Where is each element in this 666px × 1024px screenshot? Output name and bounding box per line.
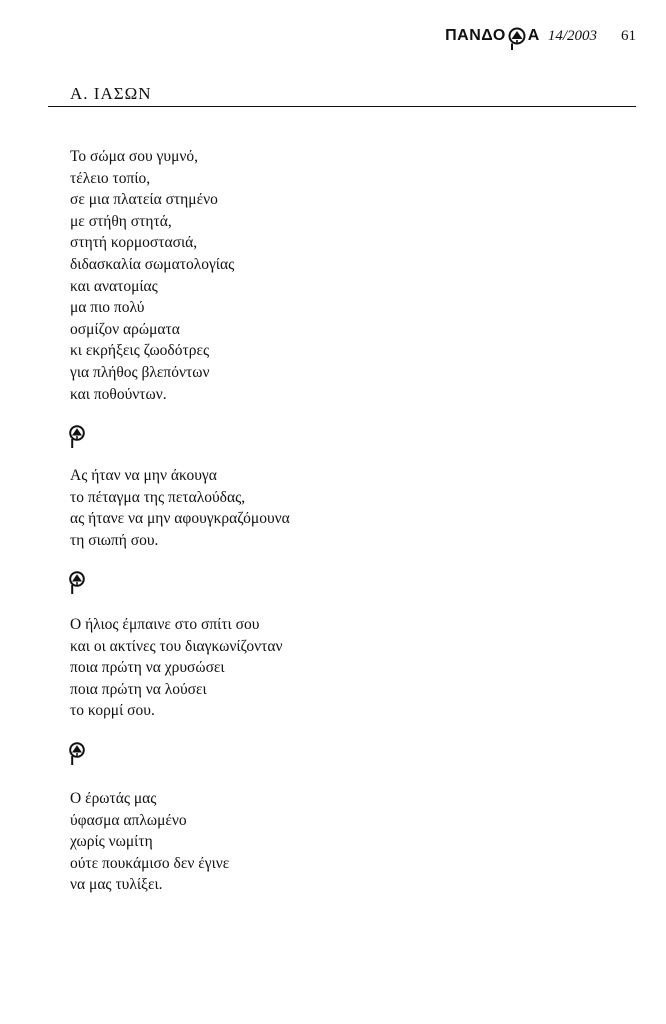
- poem-line: με στήθη στητά,: [70, 212, 172, 230]
- poem-line: τη σιωπή σου.: [70, 531, 159, 549]
- author-name: Α. ΙΑΣΩΝ: [70, 84, 152, 103]
- poem-line: Ας ήταν να μην άκουγα: [70, 467, 217, 484]
- poem-line: ύφασμα απλωμένο: [70, 811, 187, 829]
- magazine-name-left: ΠΑΝΔΟ: [445, 27, 506, 44]
- poem-stanza-3: [70, 614, 282, 722]
- magazine-name-right: Α: [527, 27, 540, 44]
- header-rule: [48, 106, 636, 107]
- poem-line: οσμίζον αρώματα: [70, 320, 180, 338]
- poem-line: διδασκαλία σωματολογίας: [70, 255, 235, 273]
- pandora-flower-ornament-icon: [68, 570, 86, 596]
- poem-line: το πέταγμα της πεταλούδας,: [70, 488, 246, 506]
- poem-line: και ποθούντων.: [70, 385, 167, 403]
- poem-line: και ανατομίας: [70, 277, 158, 295]
- poem-line: για πλήθος βλεπόντων: [70, 363, 210, 381]
- poem-line: ποια πρώτη να λούσει: [70, 680, 207, 698]
- poem-stanza-4: [70, 788, 229, 896]
- pandora-flower-logo-icon: [507, 27, 527, 51]
- poem-line: και οι ακτίνες του διαγκωνίζονταν: [70, 637, 283, 655]
- poem-line: να μας τυλίξει.: [70, 876, 163, 894]
- poem-line: ας ήτανε να μην αφουγκραζόμουνα: [70, 510, 290, 528]
- poem-line: σε μια πλατεία στημένο: [70, 191, 218, 209]
- magazine-name: [445, 24, 540, 48]
- issue-number: 14/2003: [547, 27, 597, 44]
- poem-line: κι εκρήξεις ζωοδότρες: [70, 342, 210, 360]
- poem-line: Το σώμα σου γυμνό,: [70, 148, 199, 165]
- page-number: 61: [621, 27, 636, 44]
- poem-line: μα πιο πολύ: [70, 299, 145, 317]
- poem-stanza-2: [70, 465, 290, 551]
- pandora-flower-ornament-icon: [68, 424, 86, 450]
- poem-line: χωρίς νωμίτη: [70, 833, 153, 851]
- poem-line: Ο ήλιος έμπαινε στο σπίτι σου: [70, 616, 260, 633]
- poem-line: τέλειο τοπίο,: [70, 169, 151, 187]
- running-header: [445, 26, 636, 46]
- poem-line: Ο έρωτάς μας: [70, 790, 157, 807]
- poem-line: ούτε πουκάμισο δεν έγινε: [70, 854, 230, 872]
- poem-stanza-1: [70, 146, 234, 405]
- pandora-flower-ornament-icon: [68, 741, 86, 767]
- poem-line: στητή κορμοστασιά,: [70, 234, 198, 252]
- poem-line: το κορμί σου.: [70, 702, 155, 720]
- poem-line: ποια πρώτη να χρυσώσει: [70, 659, 225, 677]
